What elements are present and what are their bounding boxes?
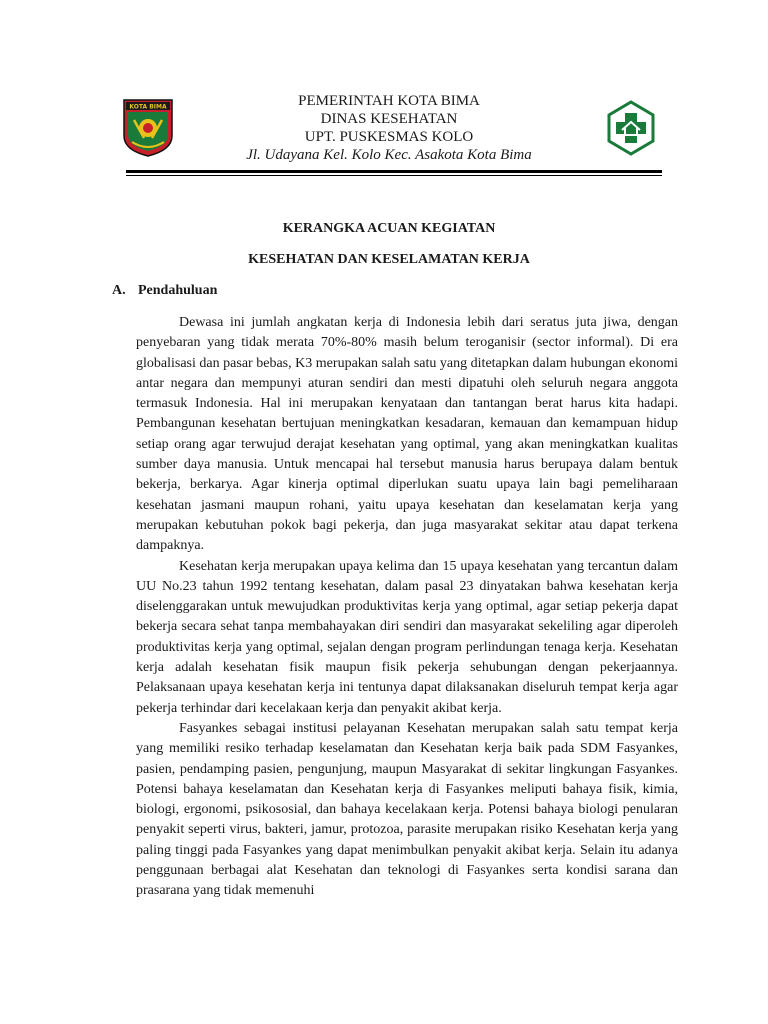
letterhead-department: DINAS KESEHATAN xyxy=(320,111,458,127)
document-subtitle: KESEHATAN DAN KESELAMATAN KERJA xyxy=(248,252,530,267)
section-heading xyxy=(112,283,217,299)
letterhead-text xyxy=(162,92,616,164)
letterhead-address: Jl. Udayana Kel. Kolo Kec. Asakota Kota Bima xyxy=(246,147,532,163)
letterhead-unit: UPT. PUSKESMAS KOLO xyxy=(304,129,474,145)
section-number: A. xyxy=(112,283,126,298)
section-title: Pendahuluan xyxy=(138,283,218,298)
logo-left-text: KOTA BIMA xyxy=(129,103,167,111)
document-title: KERANGKA ACUAN KEGIATAN xyxy=(282,221,496,236)
letterhead-rule-thick xyxy=(126,170,662,173)
letterhead xyxy=(122,90,656,168)
paragraph: Fasyankes sebagai institusi pelayanan Kesehatan merupakan salah satu tempat kerja yang memiliki resiko terhadap keselamatan dan Kesehatan kerja baik pada SDM Fasyankes, pasien, pendamping pasien, pengunjung, maupun Masyarakat di sekitar lingkungan Fasyankes. Potensi bahaya keselamatan dan Kesehatan kerja di Fasyankes meliputi bahaya fisik, kimia, biologi, ergonomi, psikososial, dan bahaya kecelakaan kerja. Potensi bahaya biologi penularan penyakit seperti virus, bakteri, jamur, protozoa, parasite merupakan risiko Kesehatan kerja yang paling tinggi pada Fasyankes yang dapat menimbulkan penyakit akibat kerja. Selain itu adanya penggunaan berbagai alat Kesehatan dan teknologi di Fasyankes serta kondisi sarana dan prasarana yang tidak memenuhi xyxy=(136,720,678,899)
document-body xyxy=(136,313,678,902)
paragraph: Dewasa ini jumlah angkatan kerja di Indonesia lebih dari seratus juta jiwa, dengan penyebaran yang tidak merata 70%-80% masih belum teroganisir (sector informal). Di era globalisasi dan pasar bebas, K3 merupakan salah satu yang ditetapkan dalam hubungan ekonomi antar negara dan mempunyi aturan sendiri dan mesti dipatuhi oleh seluruh negara anggota termasuk Indonesia. Hal ini merupakan kenyataan dan tantangan berat harus kita hadapi. Pembangunan kesehatan bertujuan meningkatkan kesadaran, kemauan dan kemampuan hidup setiap orang agar terwujud derajat kesehatan yang optimal, yang akan meningkatkan kualitas sumber daya manusia. Untuk mencapai hal tersebut manusia harus berupaya dalam bentuk bekerja, berkarya. Agar kinerja optimal diperlukan suatu upaya lain bagi pemeliharaan kesehatan jasmani maupun rohani, yaitu upaya kesehatan dan keselamatan kerja yang merupakan kebutuhan pokok bagi pekerja, dan juga masyarakat sekitar atau dapat terkena dampaknya. xyxy=(136,315,678,554)
paragraph: Kesehatan kerja merupakan upaya kelima dan 15 upaya kesehatan yang tercantun dalam UU No.23 tahun 1992 tentang kesehatan, dalam pasal 23 dinyatakan bahwa kesehatan kerja diselenggarakan untuk mewujudkan produktivitas kerja yang optimal, agar setiap pekerja dapat bekerja secara sehat tanpa membahayakan diri sendiri dan masyarakat sekeliling agar diperoleh produktivitas kerja yang optimal, sejalan dengan program perlindungan tenaga kerja. Kesehatan kerja adalah kesehatan fisik maupun fisik pekerja sehubungan dengan pekerjaannya. Pelaksanaan upaya kesehatan kerja ini tentunya dapat dilaksanakan diseluruh tempat kerja agar pekerja terhindar dari kecelakaan kerja dan penyakit akibat kerja. xyxy=(136,558,678,716)
letterhead-rule-thin xyxy=(126,175,662,176)
letterhead-government: PEMERINTAH KOTA BIMA xyxy=(298,93,480,109)
puskesmas-logo-icon xyxy=(606,100,656,156)
